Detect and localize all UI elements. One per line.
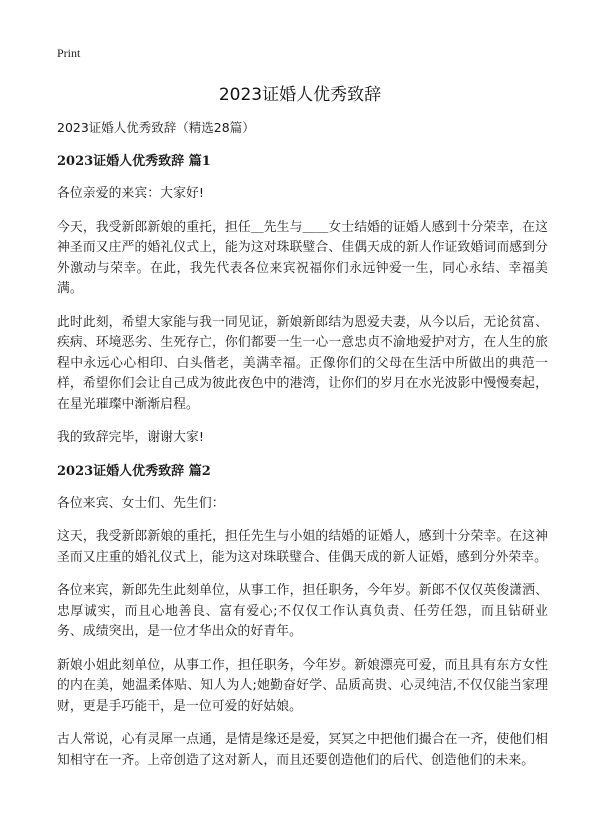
paragraph: 各位来宾，新郎先生此刻单位，从事工作，担任职务，今年岁。新郎不仅仅英俊潇洒、忠厚诚实，而且心地善良、富有爱心;不仅仅工作认真负责、任劳任怨，而且钻研业务、成绩突出，是一位才华出众的好青年。	[57, 583, 548, 639]
paragraph: 古人常说，心有灵犀一点通，是情是缘还是爱，冥冥之中把他们撮合在一齐，使他们相知相守在一齐。上帝创造了这对新人，而且还要创造他们的后代、创造他们的未来。	[57, 732, 548, 768]
document-subtitle: 2023证婚人优秀致辞（精选28篇）	[57, 120, 255, 135]
paragraph: 各位亲爱的来宾：大家好!	[57, 186, 205, 201]
paragraph: 我的致辞完毕，谢谢大家!	[57, 430, 205, 445]
document-body	[57, 118, 548, 784]
paragraph: 新娘小姐此刻单位，从事工作，担任职务，今年岁。新娘漂亮可爱，而且具有东方女性的内在美，她温柔体贴、知人为人;她勤奋好学、品质高贵、心灵纯洁,不仅仅能当家理财，更是手巧能干，是一位可爱的好姑娘。	[57, 657, 548, 714]
paragraph: 今天，我受新郎新娘的重托，担任＿先生与＿＿女士结婚的证婚人感到十分荣幸，在这神圣而又庄严的婚礼仪式上，能为这对珠联璧合、佳偶天成的新人作证致婚词而感到分外激动与荣幸。在此，我先代表各位来宾祝福你们永远钟爱一生，同心永结、幸福美满。	[57, 219, 548, 296]
section-heading-1: 2023证婚人优秀致辞 篇1	[57, 154, 211, 169]
paragraph: 这天，我受新郎新娘的重托，担任先生与小姐的结婚的证婚人，感到十分荣幸。在这神圣而又庄重的婚礼仪式上，能为这对珠联璧合、佳偶天成的新人证婚，感到分外荣幸。	[57, 529, 548, 565]
print-label: Print	[57, 46, 81, 60]
document-title: 2023证婚人优秀致辞	[218, 85, 382, 105]
paragraph: 此时此刻，希望大家能与我一同见证，新娘新郎结为恩爱夫妻，从今以后，无论贫富、疾病、环境恶劣、生死存亡，你们都要一生一心一意忠贞不渝地爱护对方，在人生的旅程中永远心心相印、白头偕老，美满幸福。正像你们的父母在生活中所做出的典范一样，希望你们会让自己成为彼此夜色中的港湾，让你们的岁月在水光波影中慢慢奏起，在星光璀璨中渐渐启程。	[57, 314, 548, 412]
paragraph: 各位来宾、女士们、先生们：	[57, 495, 225, 511]
section-heading-2: 2023证婚人优秀致辞 篇2	[57, 463, 211, 479]
